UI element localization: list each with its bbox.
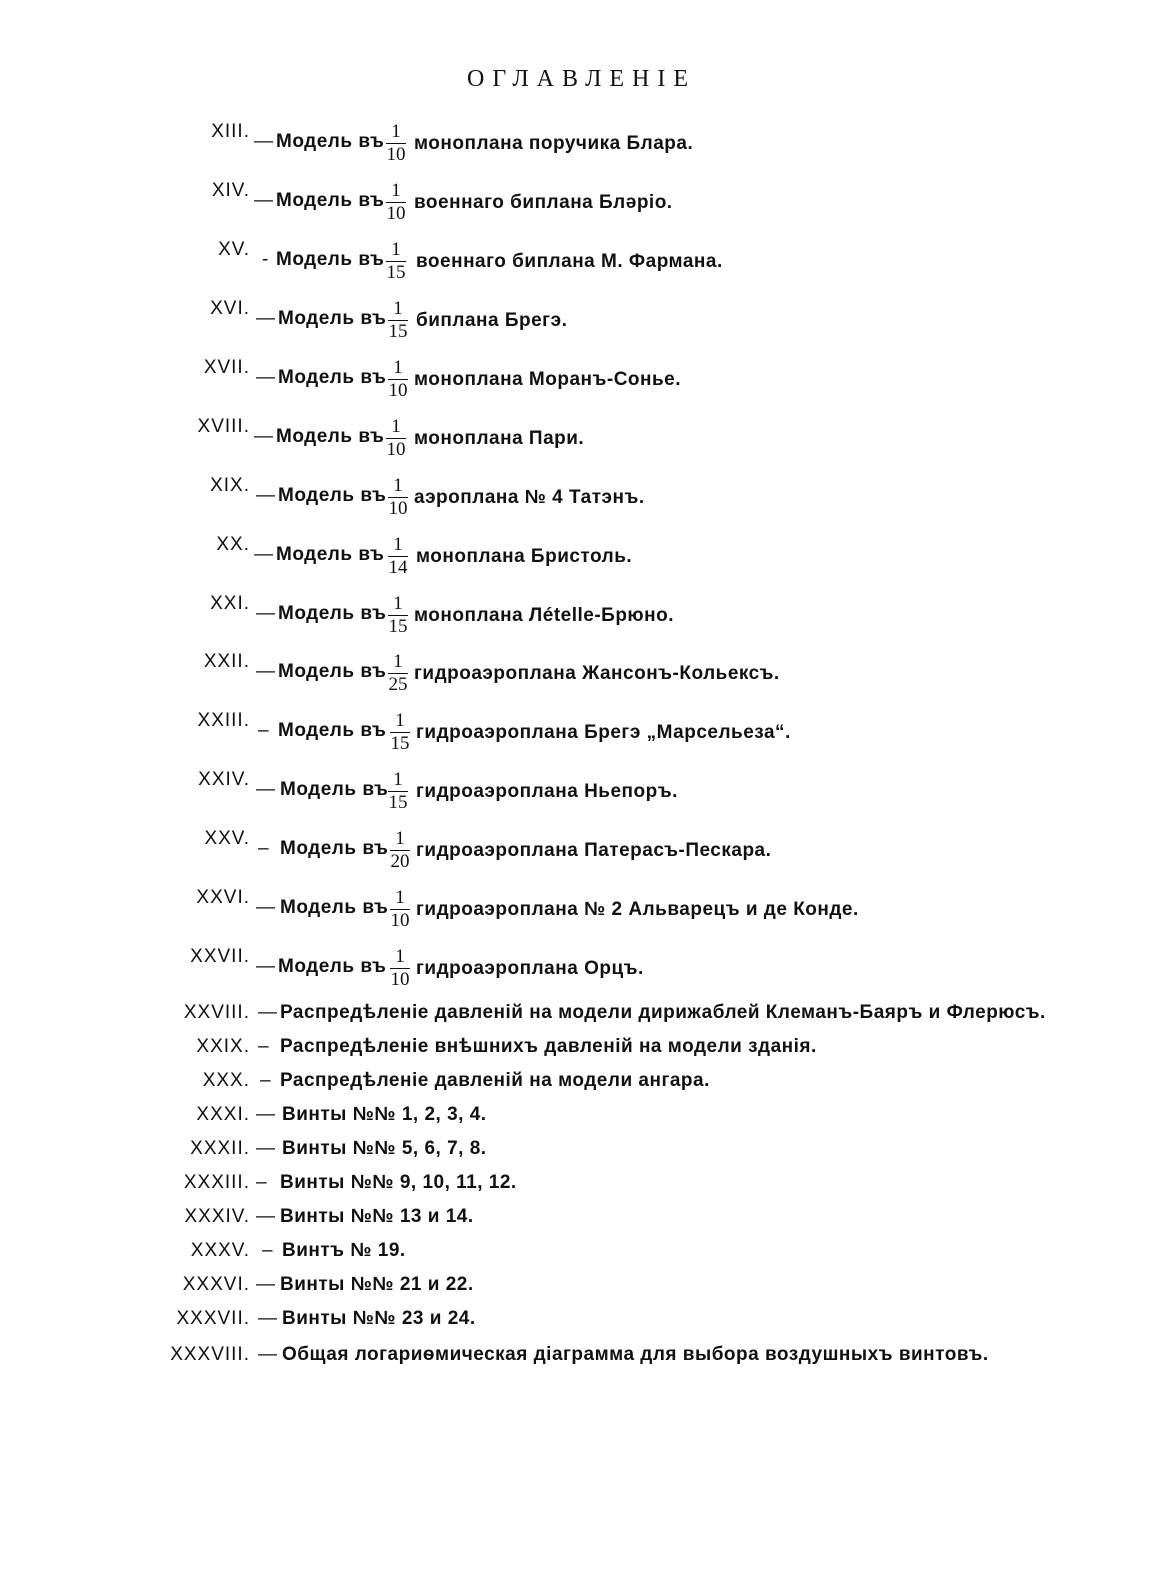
toc-entry bbox=[0, 1105, 1163, 1129]
fraction-numerator: 1 bbox=[395, 710, 405, 731]
fraction-numerator: 1 bbox=[393, 475, 403, 496]
entry-text: гидроаэроплана Орцъ. bbox=[416, 958, 644, 979]
entry-text: биплана Брегэ. bbox=[416, 310, 568, 331]
dash-separator: – bbox=[258, 838, 269, 859]
fraction-denominator: 20 bbox=[390, 851, 410, 872]
fraction-denominator: 14 bbox=[388, 557, 408, 578]
toc-entry bbox=[0, 476, 1163, 534]
dash-separator: — bbox=[256, 1206, 275, 1227]
scale-fraction bbox=[388, 829, 412, 872]
entry-text: Винты №№ 23 и 24. bbox=[282, 1308, 476, 1329]
dash-separator: – bbox=[258, 720, 269, 741]
scale-fraction bbox=[384, 181, 408, 224]
toc-entry bbox=[0, 299, 1163, 357]
entry-text: гидроаэроплана Жансонъ-Кольексъ. bbox=[414, 663, 780, 684]
fraction-numerator: 1 bbox=[391, 416, 401, 437]
entry-prefix: Модель въ bbox=[278, 367, 387, 388]
dash-separator: – bbox=[262, 1240, 273, 1261]
dash-separator: — bbox=[256, 367, 275, 388]
entry-prefix: Модель въ bbox=[278, 956, 387, 977]
toc-entry bbox=[0, 1071, 1163, 1095]
scale-fraction bbox=[384, 417, 408, 460]
toc-entry bbox=[0, 1139, 1163, 1163]
fraction-numerator: 1 bbox=[395, 887, 405, 908]
entry-prefix: Модель въ bbox=[276, 190, 385, 211]
toc-entry bbox=[0, 1207, 1163, 1231]
entry-prefix: Модель въ bbox=[278, 308, 387, 329]
entry-numeral: XXXVII. bbox=[176, 1308, 250, 1329]
entry-text: Винты №№ 1, 2, 3, 4. bbox=[282, 1104, 487, 1125]
toc-entry bbox=[0, 240, 1163, 298]
fraction-denominator: 10 bbox=[388, 498, 408, 519]
scale-fraction bbox=[386, 535, 410, 578]
dash-separator: — bbox=[258, 1344, 277, 1365]
toc-entry bbox=[0, 1309, 1163, 1333]
entry-numeral: XVI. bbox=[210, 298, 250, 319]
entry-text: гидроаэроплана Ньепоръ. bbox=[416, 781, 678, 802]
entry-numeral: XXIV. bbox=[198, 769, 250, 790]
entry-numeral: XXXVI. bbox=[182, 1274, 250, 1295]
entry-numeral: XXXIV. bbox=[184, 1206, 250, 1227]
dash-separator: — bbox=[254, 190, 273, 211]
scale-fraction bbox=[386, 358, 410, 401]
entry-prefix: Модель въ bbox=[276, 131, 385, 152]
dash-separator: — bbox=[256, 779, 275, 800]
entry-text: Распредѣленіе давленій на модели дирижаблей Клеманъ-Баяръ и Флерюсъ. bbox=[280, 1002, 1046, 1023]
dash-separator: — bbox=[254, 131, 273, 152]
toc-entry bbox=[0, 535, 1163, 593]
scale-fraction bbox=[386, 652, 410, 695]
toc-entry bbox=[0, 1037, 1163, 1061]
entry-text: Винты №№ 21 и 22. bbox=[280, 1274, 474, 1295]
entry-text: военнаго биплана Бләріо. bbox=[414, 192, 673, 213]
fraction-numerator: 1 bbox=[391, 180, 401, 201]
fraction-denominator: 10 bbox=[386, 203, 406, 224]
fraction-denominator: 15 bbox=[388, 321, 408, 342]
fraction-denominator: 10 bbox=[388, 380, 408, 401]
entry-prefix: Модель въ bbox=[280, 897, 389, 918]
entry-text: моноплана Моранъ-Сонье. bbox=[414, 369, 682, 390]
entry-prefix: Модель въ bbox=[280, 779, 389, 800]
dash-separator: — bbox=[254, 544, 273, 565]
dash-separator: — bbox=[254, 426, 273, 447]
entry-numeral: XXXII. bbox=[190, 1138, 250, 1159]
entry-numeral: XXV. bbox=[204, 828, 250, 849]
fraction-denominator: 15 bbox=[386, 262, 406, 283]
fraction-denominator: 10 bbox=[390, 969, 410, 990]
entry-prefix: Модель въ bbox=[280, 838, 389, 859]
toc-entry bbox=[0, 888, 1163, 946]
scale-fraction bbox=[384, 240, 408, 283]
entry-numeral: XXX. bbox=[202, 1070, 250, 1091]
fraction-numerator: 1 bbox=[391, 239, 401, 260]
dash-separator: - bbox=[262, 249, 269, 270]
entry-numeral: XXVI. bbox=[196, 887, 250, 908]
toc-entry bbox=[0, 1241, 1163, 1265]
entry-numeral: XXXVIII. bbox=[170, 1344, 250, 1365]
entry-numeral: XXII. bbox=[203, 651, 250, 672]
toc-entry bbox=[0, 770, 1163, 828]
toc-entry bbox=[0, 122, 1163, 180]
entry-numeral: XXIII. bbox=[197, 710, 250, 731]
entry-prefix: Модель въ bbox=[278, 603, 387, 624]
fraction-denominator: 10 bbox=[386, 144, 406, 165]
entry-text: Общая логариѳмическая діаграмма для выбора воздушныхъ винтовъ. bbox=[282, 1344, 989, 1365]
fraction-denominator: 15 bbox=[390, 733, 410, 754]
entry-text: моноплана Бристоль. bbox=[416, 546, 633, 567]
entry-numeral: XVII. bbox=[203, 357, 250, 378]
entry-text: моноплана Пари. bbox=[414, 428, 585, 449]
entry-prefix: Модель въ bbox=[278, 661, 387, 682]
entry-text: Распредѣленіе давленій на модели ангара. bbox=[280, 1070, 710, 1091]
dash-separator: — bbox=[256, 1138, 275, 1159]
entry-text: Винты №№ 5, 6, 7, 8. bbox=[282, 1138, 487, 1159]
dash-separator: — bbox=[256, 485, 275, 506]
entry-numeral: XIV. bbox=[211, 180, 250, 201]
toc-entry bbox=[0, 358, 1163, 416]
entry-numeral: XXVII. bbox=[190, 946, 250, 967]
fraction-numerator: 1 bbox=[391, 121, 401, 142]
fraction-numerator: 1 bbox=[395, 946, 405, 967]
toc-entry bbox=[0, 1173, 1163, 1197]
dash-separator: — bbox=[258, 1308, 277, 1329]
entry-text: Винты №№ 13 и 14. bbox=[280, 1206, 474, 1227]
scale-fraction bbox=[388, 888, 412, 931]
dash-separator: – bbox=[256, 1172, 267, 1193]
entry-text: Винтъ № 19. bbox=[282, 1240, 406, 1261]
entry-text: моноплана Лételle-Брюно. bbox=[414, 605, 675, 626]
fraction-numerator: 1 bbox=[393, 651, 403, 672]
dash-separator: — bbox=[256, 956, 275, 977]
entry-prefix: Модель въ bbox=[276, 249, 385, 270]
entry-numeral: XXXIII. bbox=[183, 1172, 250, 1193]
entry-numeral: XV. bbox=[218, 239, 250, 260]
dash-separator: — bbox=[256, 661, 275, 682]
fraction-denominator: 10 bbox=[390, 910, 410, 931]
toc-entry bbox=[0, 417, 1163, 475]
entry-text: гидроаэроплана № 2 Альварецъ и де Конде. bbox=[416, 899, 859, 920]
fraction-denominator: 15 bbox=[388, 616, 408, 637]
toc-entry bbox=[0, 181, 1163, 239]
toc-entry bbox=[0, 1345, 1163, 1369]
scale-fraction bbox=[386, 594, 410, 637]
entry-prefix: Модель въ bbox=[276, 544, 385, 565]
scale-fraction bbox=[388, 947, 412, 990]
dash-separator: — bbox=[256, 1104, 275, 1125]
dash-separator: — bbox=[256, 1274, 275, 1295]
dash-separator: — bbox=[258, 1002, 277, 1023]
fraction-numerator: 1 bbox=[393, 298, 403, 319]
entry-text: моноплана поручика Блара. bbox=[414, 133, 694, 154]
entry-numeral: XX. bbox=[216, 534, 250, 555]
entry-numeral: XXI. bbox=[210, 593, 250, 614]
toc-entry bbox=[0, 711, 1163, 769]
fraction-numerator: 1 bbox=[393, 593, 403, 614]
entry-text: гидроаэроплана Брегэ „Марсельеза“. bbox=[416, 722, 791, 743]
fraction-denominator: 10 bbox=[386, 439, 406, 460]
fraction-numerator: 1 bbox=[395, 828, 405, 849]
entry-prefix: Модель въ bbox=[276, 426, 385, 447]
fraction-denominator: 15 bbox=[388, 792, 408, 813]
entry-text: военнаго биплана М. Фармана. bbox=[416, 251, 723, 272]
fraction-numerator: 1 bbox=[393, 769, 403, 790]
entry-text: аэроплана № 4 Татэнъ. bbox=[414, 487, 645, 508]
dash-separator: — bbox=[256, 897, 275, 918]
entry-prefix: Модель въ bbox=[278, 720, 387, 741]
entry-numeral: XIII. bbox=[211, 121, 250, 142]
scale-fraction bbox=[386, 299, 410, 342]
entry-prefix: Модель въ bbox=[278, 485, 387, 506]
scale-fraction bbox=[386, 770, 410, 813]
fraction-numerator: 1 bbox=[393, 534, 403, 555]
scale-fraction bbox=[384, 122, 408, 165]
dash-separator: — bbox=[256, 603, 275, 624]
entry-text: Винты №№ 9, 10, 11, 12. bbox=[280, 1172, 517, 1193]
dash-separator: – bbox=[260, 1070, 271, 1091]
page-title: ОГЛАВЛЕНІЕ bbox=[466, 66, 697, 92]
toc-entry bbox=[0, 1003, 1163, 1027]
fraction-denominator: 25 bbox=[388, 674, 408, 695]
scale-fraction bbox=[386, 476, 410, 519]
entry-numeral: XXIX. bbox=[196, 1036, 250, 1057]
entry-numeral: XXVIII. bbox=[183, 1002, 250, 1023]
dash-separator: – bbox=[258, 1036, 269, 1057]
toc-entry bbox=[0, 652, 1163, 710]
entry-numeral: XVIII. bbox=[197, 416, 250, 437]
entry-text: гидроаэроплана Патерасъ-Пескара. bbox=[416, 840, 772, 861]
entry-numeral: XXXI. bbox=[196, 1104, 250, 1125]
toc-entry bbox=[0, 594, 1163, 652]
toc-entry bbox=[0, 1275, 1163, 1299]
toc-entry bbox=[0, 829, 1163, 887]
toc-entry bbox=[0, 947, 1163, 1005]
entry-text: Распредѣленіе внѣшнихъ давленій на модели зданія. bbox=[280, 1036, 817, 1057]
dash-separator: — bbox=[256, 308, 275, 329]
fraction-numerator: 1 bbox=[393, 357, 403, 378]
scale-fraction bbox=[388, 711, 412, 754]
entry-numeral: XXXV. bbox=[190, 1240, 250, 1261]
entry-numeral: XIX. bbox=[210, 475, 250, 496]
